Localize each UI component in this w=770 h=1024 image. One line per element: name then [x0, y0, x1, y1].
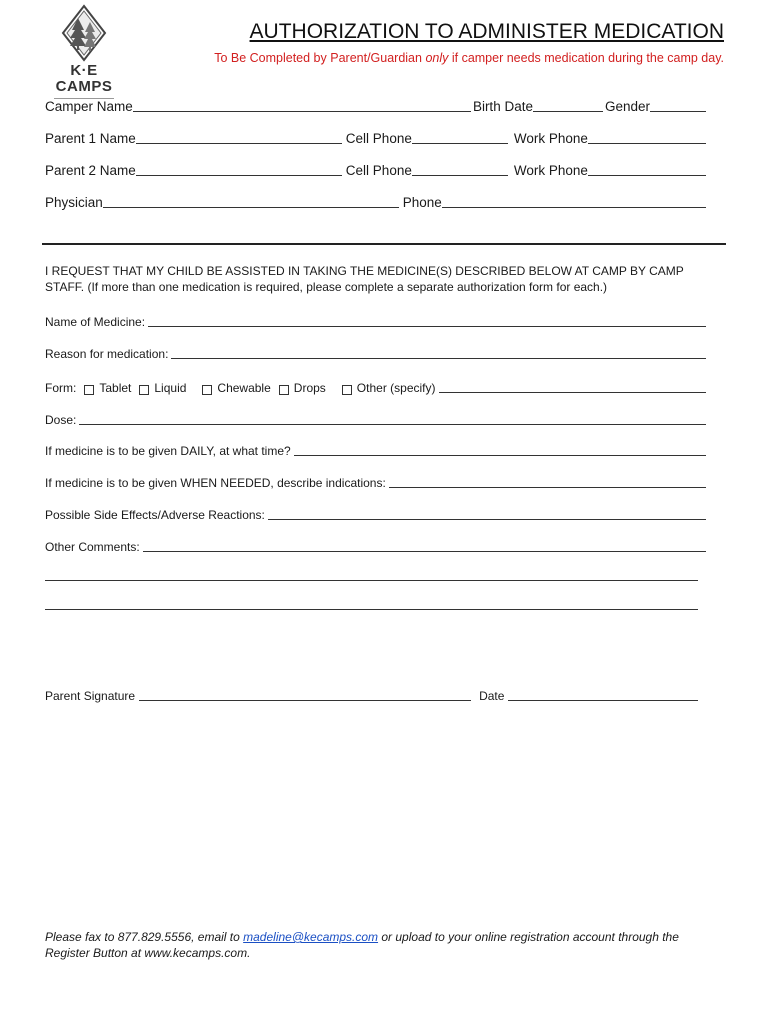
ke-camps-logo	[46, 4, 122, 95]
reason-row	[45, 343, 708, 361]
parent2-cell-field[interactable]	[412, 162, 508, 176]
liquid-checkbox[interactable]	[139, 385, 149, 395]
request-statement: I REQUEST THAT MY CHILD BE ASSISTED IN TAKING THE MEDICINE(S) DESCRIBED BELOW AT CAMP BY CAMP STAFF. (If more than one medication is required, please complete a separate authorization form for each.)	[45, 264, 684, 294]
birth-date-field[interactable]	[533, 98, 603, 112]
other-comments-field[interactable]	[143, 538, 706, 552]
parent1-name-field[interactable]	[136, 130, 342, 144]
camper-name-label: Camper Name	[45, 99, 133, 114]
date-label: Date	[479, 689, 505, 703]
side-effects-row	[45, 504, 708, 522]
signature-date-field[interactable]	[508, 687, 698, 701]
parent2-work-label: Work Phone	[513, 163, 588, 178]
parent2-work-field[interactable]	[588, 162, 706, 176]
other-option-label: Other (specify)	[356, 381, 436, 395]
parent1-cell-label: Cell Phone	[345, 131, 412, 146]
medicine-name-field[interactable]	[148, 313, 706, 327]
page-title: AUTHORIZATION TO ADMINISTER MEDICATION	[249, 20, 724, 43]
parent1-row	[45, 128, 708, 146]
section-divider	[42, 243, 726, 245]
tablet-option-label: Tablet	[99, 381, 132, 395]
form-row	[45, 377, 708, 395]
parent2-name-field[interactable]	[136, 162, 342, 176]
form-label: Form:	[45, 381, 77, 395]
dose-row	[45, 409, 708, 427]
medicine-name-row	[45, 311, 708, 329]
dose-label: Dose:	[45, 413, 77, 427]
birth-date-label: Birth Date	[472, 99, 533, 114]
other-comments-row	[45, 536, 708, 554]
gender-field[interactable]	[650, 98, 706, 112]
other-specify-field[interactable]	[439, 379, 706, 393]
subtitle-emphasis: only	[425, 51, 449, 65]
comments-line-3[interactable]	[45, 609, 698, 610]
other-comments-label: Other Comments:	[45, 540, 140, 554]
parent2-row	[45, 160, 708, 178]
parent1-name-label: Parent 1 Name	[45, 131, 136, 146]
daily-field[interactable]	[294, 442, 706, 456]
physician-field[interactable]	[103, 194, 399, 208]
parent1-work-field[interactable]	[588, 130, 706, 144]
when-needed-label: If medicine is to be given WHEN NEEDED, describe indications:	[45, 476, 386, 490]
camper-name-field[interactable]	[133, 98, 471, 112]
page-subtitle	[214, 51, 724, 65]
chewable-option-label: Chewable	[217, 381, 271, 395]
parent-signature-label: Parent Signature	[45, 689, 136, 703]
drops-option-label: Drops	[293, 381, 326, 395]
physician-phone-label: Phone	[402, 195, 442, 210]
footer-pre: Please fax to 877.829.5556, email to	[45, 930, 244, 944]
subtitle-post: if camper needs medication during the camp day.	[448, 51, 724, 65]
camper-row	[45, 96, 708, 114]
footer-post: or upload to your online registration account through the Register Button at www.kecamps.com.	[45, 930, 679, 960]
dose-field[interactable]	[79, 411, 706, 425]
drops-checkbox[interactable]	[279, 385, 289, 395]
side-effects-field[interactable]	[268, 506, 706, 520]
tablet-checkbox[interactable]	[84, 385, 94, 395]
daily-label: If medicine is to be given DAILY, at what time?	[45, 444, 291, 458]
when-needed-field[interactable]	[389, 474, 706, 488]
medicine-name-label: Name of Medicine:	[45, 315, 146, 329]
parent1-work-label: Work Phone	[513, 131, 588, 146]
parent-signature-field[interactable]	[139, 687, 471, 701]
parent2-name-label: Parent 2 Name	[45, 163, 136, 178]
submission-instructions	[45, 929, 722, 961]
gender-label: Gender	[604, 99, 650, 114]
chewable-checkbox[interactable]	[202, 385, 212, 395]
email-link[interactable]: madeline@kecamps.com	[243, 930, 379, 944]
parent1-cell-field[interactable]	[412, 130, 508, 144]
when-needed-row	[45, 472, 708, 490]
tree-diamond-logo-icon	[61, 4, 107, 62]
signature-row	[45, 685, 700, 703]
physician-row	[45, 192, 708, 210]
liquid-option-label: Liquid	[154, 381, 187, 395]
reason-field[interactable]	[171, 345, 706, 359]
reason-label: Reason for medication:	[45, 347, 169, 361]
physician-label: Physician	[45, 195, 103, 210]
subtitle-pre: To Be Completed by Parent/Guardian	[214, 51, 426, 65]
other-checkbox[interactable]	[342, 385, 352, 395]
parent2-cell-label: Cell Phone	[345, 163, 412, 178]
physician-phone-field[interactable]	[442, 194, 706, 208]
daily-row	[45, 440, 708, 458]
logo-text: K·E CAMPS	[55, 62, 113, 95]
side-effects-label: Possible Side Effects/Adverse Reactions:	[45, 508, 265, 522]
comments-line-2[interactable]	[45, 580, 698, 581]
